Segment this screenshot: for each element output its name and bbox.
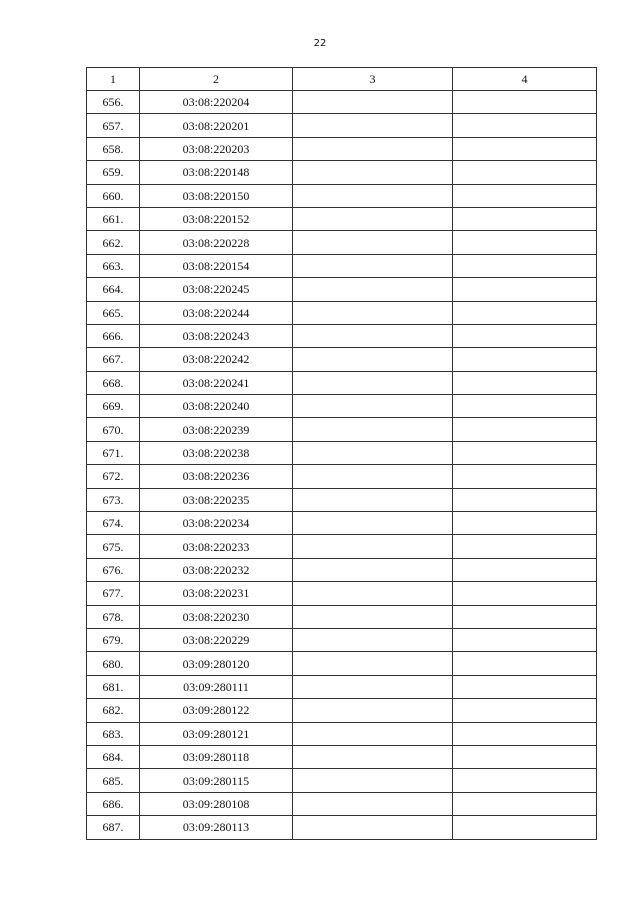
cadastral-number-cell: 03:09:280122 xyxy=(140,699,293,722)
column-header-2: 2 xyxy=(140,68,293,91)
column-4-cell xyxy=(453,441,597,464)
column-4-cell xyxy=(453,207,597,230)
column-3-cell xyxy=(293,792,453,815)
table-row xyxy=(87,722,597,745)
row-number-cell: 658. xyxy=(87,137,140,160)
cadastral-number-cell: 03:08:220239 xyxy=(140,418,293,441)
cadastral-number-cell: 03:08:220154 xyxy=(140,254,293,277)
column-4-cell xyxy=(453,91,597,114)
column-3-cell xyxy=(293,512,453,535)
table-row xyxy=(87,488,597,511)
column-4-cell xyxy=(453,628,597,651)
row-number-cell: 676. xyxy=(87,558,140,581)
cadastral-number-cell: 03:08:220245 xyxy=(140,278,293,301)
column-4-cell xyxy=(453,488,597,511)
column-3-cell xyxy=(293,137,453,160)
cadastral-number-cell: 03:08:220150 xyxy=(140,184,293,207)
cadastral-number-cell: 03:08:220241 xyxy=(140,371,293,394)
column-3-cell xyxy=(293,91,453,114)
cadastral-number-cell: 03:09:280108 xyxy=(140,792,293,815)
column-header-1: 1 xyxy=(87,68,140,91)
column-4-cell xyxy=(453,699,597,722)
column-3-cell xyxy=(293,558,453,581)
column-4-cell xyxy=(453,114,597,137)
column-3-cell xyxy=(293,745,453,768)
table-body xyxy=(87,91,597,840)
column-4-cell xyxy=(453,254,597,277)
cadastral-number-cell: 03:08:220201 xyxy=(140,114,293,137)
column-4-cell xyxy=(453,792,597,815)
table-row xyxy=(87,745,597,768)
row-number-cell: 657. xyxy=(87,114,140,137)
column-3-cell xyxy=(293,769,453,792)
column-4-cell xyxy=(453,769,597,792)
table-row xyxy=(87,348,597,371)
cadastral-number-cell: 03:08:220233 xyxy=(140,535,293,558)
table-row xyxy=(87,371,597,394)
column-3-cell xyxy=(293,348,453,371)
cadastral-number-cell: 03:08:220235 xyxy=(140,488,293,511)
column-header-4: 4 xyxy=(453,68,597,91)
column-4-cell xyxy=(453,558,597,581)
cadastral-number-cell: 03:08:220238 xyxy=(140,441,293,464)
table-header-row xyxy=(87,68,597,91)
column-3-cell xyxy=(293,184,453,207)
column-3-cell xyxy=(293,722,453,745)
row-number-cell: 669. xyxy=(87,395,140,418)
row-number-cell: 674. xyxy=(87,512,140,535)
table-row xyxy=(87,91,597,114)
table-row xyxy=(87,324,597,347)
cadastral-number-cell: 03:09:280115 xyxy=(140,769,293,792)
row-number-cell: 667. xyxy=(87,348,140,371)
column-4-cell xyxy=(453,161,597,184)
row-number-cell: 687. xyxy=(87,816,140,839)
table-row xyxy=(87,465,597,488)
column-4-cell xyxy=(453,348,597,371)
cadastral-number-cell: 03:08:220232 xyxy=(140,558,293,581)
column-3-cell xyxy=(293,161,453,184)
column-4-cell xyxy=(453,418,597,441)
row-number-cell: 686. xyxy=(87,792,140,815)
table-row xyxy=(87,605,597,628)
row-number-cell: 682. xyxy=(87,699,140,722)
table-row xyxy=(87,652,597,675)
column-4-cell xyxy=(453,816,597,839)
column-3-cell xyxy=(293,418,453,441)
cadastral-number-cell: 03:08:220240 xyxy=(140,395,293,418)
column-3-cell xyxy=(293,278,453,301)
table-row xyxy=(87,137,597,160)
column-3-cell xyxy=(293,582,453,605)
column-3-cell xyxy=(293,441,453,464)
table-row xyxy=(87,628,597,651)
row-number-cell: 672. xyxy=(87,465,140,488)
row-number-cell: 656. xyxy=(87,91,140,114)
cadastral-number-cell: 03:08:220204 xyxy=(140,91,293,114)
table-row xyxy=(87,699,597,722)
row-number-cell: 683. xyxy=(87,722,140,745)
table-row xyxy=(87,441,597,464)
row-number-cell: 685. xyxy=(87,769,140,792)
column-3-cell xyxy=(293,207,453,230)
cadastral-number-cell: 03:08:220228 xyxy=(140,231,293,254)
row-number-cell: 680. xyxy=(87,652,140,675)
column-header-3: 3 xyxy=(293,68,453,91)
table-row xyxy=(87,231,597,254)
row-number-cell: 668. xyxy=(87,371,140,394)
column-4-cell xyxy=(453,371,597,394)
row-number-cell: 681. xyxy=(87,675,140,698)
table-row xyxy=(87,675,597,698)
cadastral-number-cell: 03:08:220242 xyxy=(140,348,293,371)
cadastral-number-cell: 03:08:220152 xyxy=(140,207,293,230)
column-4-cell xyxy=(453,324,597,347)
table-row xyxy=(87,769,597,792)
column-4-cell xyxy=(453,605,597,628)
row-number-cell: 666. xyxy=(87,324,140,347)
table-row xyxy=(87,161,597,184)
row-number-cell: 660. xyxy=(87,184,140,207)
row-number-cell: 679. xyxy=(87,628,140,651)
row-number-cell: 671. xyxy=(87,441,140,464)
row-number-cell: 673. xyxy=(87,488,140,511)
column-4-cell xyxy=(453,465,597,488)
row-number-cell: 670. xyxy=(87,418,140,441)
column-3-cell xyxy=(293,395,453,418)
table-row xyxy=(87,816,597,839)
cadastral-number-cell: 03:09:280113 xyxy=(140,816,293,839)
column-3-cell xyxy=(293,699,453,722)
column-4-cell xyxy=(453,301,597,324)
column-3-cell xyxy=(293,465,453,488)
row-number-cell: 662. xyxy=(87,231,140,254)
table-row xyxy=(87,278,597,301)
table-row xyxy=(87,418,597,441)
cadastral-number-cell: 03:09:280118 xyxy=(140,745,293,768)
column-4-cell xyxy=(453,675,597,698)
cadastral-number-cell: 03:08:220244 xyxy=(140,301,293,324)
column-3-cell xyxy=(293,652,453,675)
cadastral-number-cell: 03:08:220234 xyxy=(140,512,293,535)
cadastral-number-cell: 03:09:280111 xyxy=(140,675,293,698)
column-4-cell xyxy=(453,582,597,605)
cadastral-number-cell: 03:08:220231 xyxy=(140,582,293,605)
column-3-cell xyxy=(293,675,453,698)
table-row xyxy=(87,395,597,418)
cadastral-number-cell: 03:08:220203 xyxy=(140,137,293,160)
row-number-cell: 661. xyxy=(87,207,140,230)
table-row xyxy=(87,558,597,581)
table-row xyxy=(87,254,597,277)
column-4-cell xyxy=(453,231,597,254)
table-row xyxy=(87,207,597,230)
column-4-cell xyxy=(453,512,597,535)
table-row xyxy=(87,582,597,605)
cadastral-number-cell: 03:08:220229 xyxy=(140,628,293,651)
cadastral-number-cell: 03:08:220236 xyxy=(140,465,293,488)
table-row xyxy=(87,512,597,535)
row-number-cell: 663. xyxy=(87,254,140,277)
column-3-cell xyxy=(293,816,453,839)
column-4-cell xyxy=(453,395,597,418)
row-number-cell: 677. xyxy=(87,582,140,605)
column-4-cell xyxy=(453,535,597,558)
column-3-cell xyxy=(293,605,453,628)
row-number-cell: 659. xyxy=(87,161,140,184)
row-number-cell: 684. xyxy=(87,745,140,768)
cadastral-number-cell: 03:08:220230 xyxy=(140,605,293,628)
table-row xyxy=(87,114,597,137)
column-4-cell xyxy=(453,184,597,207)
table-row xyxy=(87,535,597,558)
column-3-cell xyxy=(293,628,453,651)
column-3-cell xyxy=(293,371,453,394)
column-4-cell xyxy=(453,745,597,768)
page-number: 22 xyxy=(313,38,327,49)
cadastral-number-cell: 03:09:280121 xyxy=(140,722,293,745)
column-3-cell xyxy=(293,535,453,558)
column-3-cell xyxy=(293,254,453,277)
column-3-cell xyxy=(293,231,453,254)
data-table xyxy=(86,67,597,840)
cadastral-number-cell: 03:09:280120 xyxy=(140,652,293,675)
table-row xyxy=(87,301,597,324)
column-4-cell xyxy=(453,137,597,160)
column-4-cell xyxy=(453,652,597,675)
column-3-cell xyxy=(293,301,453,324)
table-row xyxy=(87,792,597,815)
column-4-cell xyxy=(453,722,597,745)
column-3-cell xyxy=(293,324,453,347)
row-number-cell: 678. xyxy=(87,605,140,628)
row-number-cell: 665. xyxy=(87,301,140,324)
cadastral-number-cell: 03:08:220148 xyxy=(140,161,293,184)
column-4-cell xyxy=(453,278,597,301)
row-number-cell: 664. xyxy=(87,278,140,301)
row-number-cell: 675. xyxy=(87,535,140,558)
column-3-cell xyxy=(293,114,453,137)
table-row xyxy=(87,184,597,207)
column-3-cell xyxy=(293,488,453,511)
cadastral-number-cell: 03:08:220243 xyxy=(140,324,293,347)
